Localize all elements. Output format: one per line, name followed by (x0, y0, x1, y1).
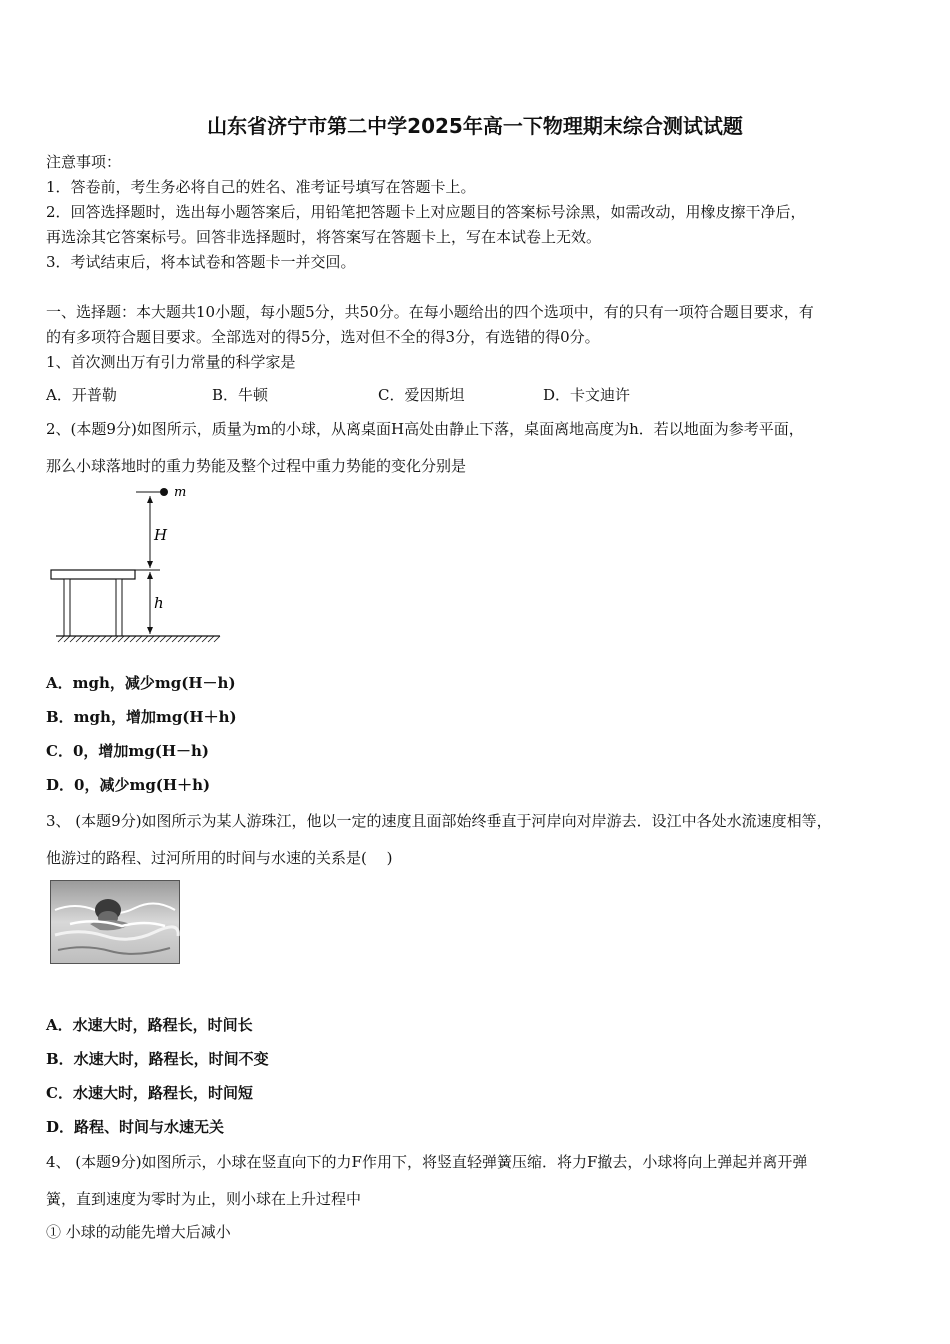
q1-options (46, 385, 630, 405)
q2-option-d: D．0，减少mg(H＋h) (46, 776, 211, 794)
table-leg-left (64, 579, 70, 636)
section-intro-line1: 一、选择题：本大题共10小题，每小题5分，共50分。在每小题给出的四个选项中，有的只有一项符合题目要求，有 (46, 303, 814, 321)
q3-stem-line2: 他游过的路程、过河所用的时间与水速的关系是( ) (46, 849, 393, 867)
arrow-up-icon (147, 496, 153, 503)
ball-icon (160, 488, 168, 496)
q3-option-a: A．水速大时，路程长，时间长 (46, 1016, 253, 1034)
q2-table-figure (46, 482, 226, 644)
ground-hatching (58, 636, 220, 642)
notice-item-2b: 再选涂其它答案标号。回答非选择题时，将答案写在答题卡上，写在本试卷上无效。 (46, 228, 602, 246)
notice-item-3: 3．考试结束后，将本试卷和答题卡一并交回。 (46, 253, 356, 271)
q3-swimmer-photo (50, 880, 180, 964)
q2-stem-line2: 那么小球落地时的重力势能及整个过程中重力势能的变化分别是 (46, 457, 467, 475)
q1-option-a: A．开普勒 (46, 386, 117, 404)
q2-option-b: B．mgh，增加mg(H＋h) (46, 708, 237, 726)
q3-stem-line1: 3、 (本题9分)如图所示为某人游珠江，他以一定的速度且面部始终垂直于河岸向对岸游去．设江中各处水流速度相等， (46, 812, 832, 830)
q2-stem-line1: 2、(本题9分)如图所示，质量为m的小球，从离桌面H高处由静止下落，桌面离地高度为h．若以地面为参考平面， (46, 420, 804, 438)
notice-item-1: 1．答卷前，考生务必将自己的姓名、准考证号填写在答题卡上。 (46, 178, 476, 196)
label-h: h (154, 594, 164, 612)
page-title: 山东省济宁市第二中学2025年高一下物理期末综合测试试题 (207, 114, 743, 138)
arrow-down-icon (147, 561, 153, 568)
q3-option-c: C．水速大时，路程长，时间短 (46, 1084, 253, 1102)
label-H: H (154, 526, 168, 544)
arrow-up-icon (147, 572, 153, 579)
q1-option-d: D．卡文迪许 (543, 386, 631, 404)
q1-stem: 1、首次测出万有引力常量的科学家是 (46, 353, 296, 371)
q4-stem-line1: 4、 (本题9分)如图所示，小球在竖直向下的力F作用下，将竖直轻弹簧压缩．将力F撤去，小球将向上弹起并离开弹 (46, 1153, 808, 1171)
table-leg-right (116, 579, 122, 636)
q2-option-c: C．0，增加mg(H－h) (46, 742, 210, 760)
table-top (51, 570, 135, 579)
section-intro-line2: 的有多项符合题目要求。全部选对的得5分，选对但不全的得3分，有选错的得0分。 (46, 328, 600, 346)
q3-option-d: D．路程、时间与水速无关 (46, 1118, 225, 1136)
q4-item-1: ① 小球的动能先增大后减小 (46, 1223, 231, 1241)
q1-option-b: B．牛顿 (212, 386, 269, 404)
notice-heading: 注意事项： (46, 153, 122, 171)
label-m: m (174, 485, 187, 500)
q4-stem-line2: 簧，直到速度为零时为止，则小球在上升过程中 (46, 1190, 362, 1208)
notice-item-2a: 2．回答选择题时，选出每小题答案后，用铅笔把答题卡上对应题目的答案标号涂黑，如需改动，用橡皮擦干净后， (46, 203, 806, 221)
arrow-down-icon (147, 627, 153, 634)
q2-option-a: A．mgh，减少mg(H－h) (46, 674, 236, 692)
q1-option-c: C．爱因斯坦 (378, 386, 465, 404)
q3-option-b: B．水速大时，路程长，时间不变 (46, 1050, 269, 1068)
